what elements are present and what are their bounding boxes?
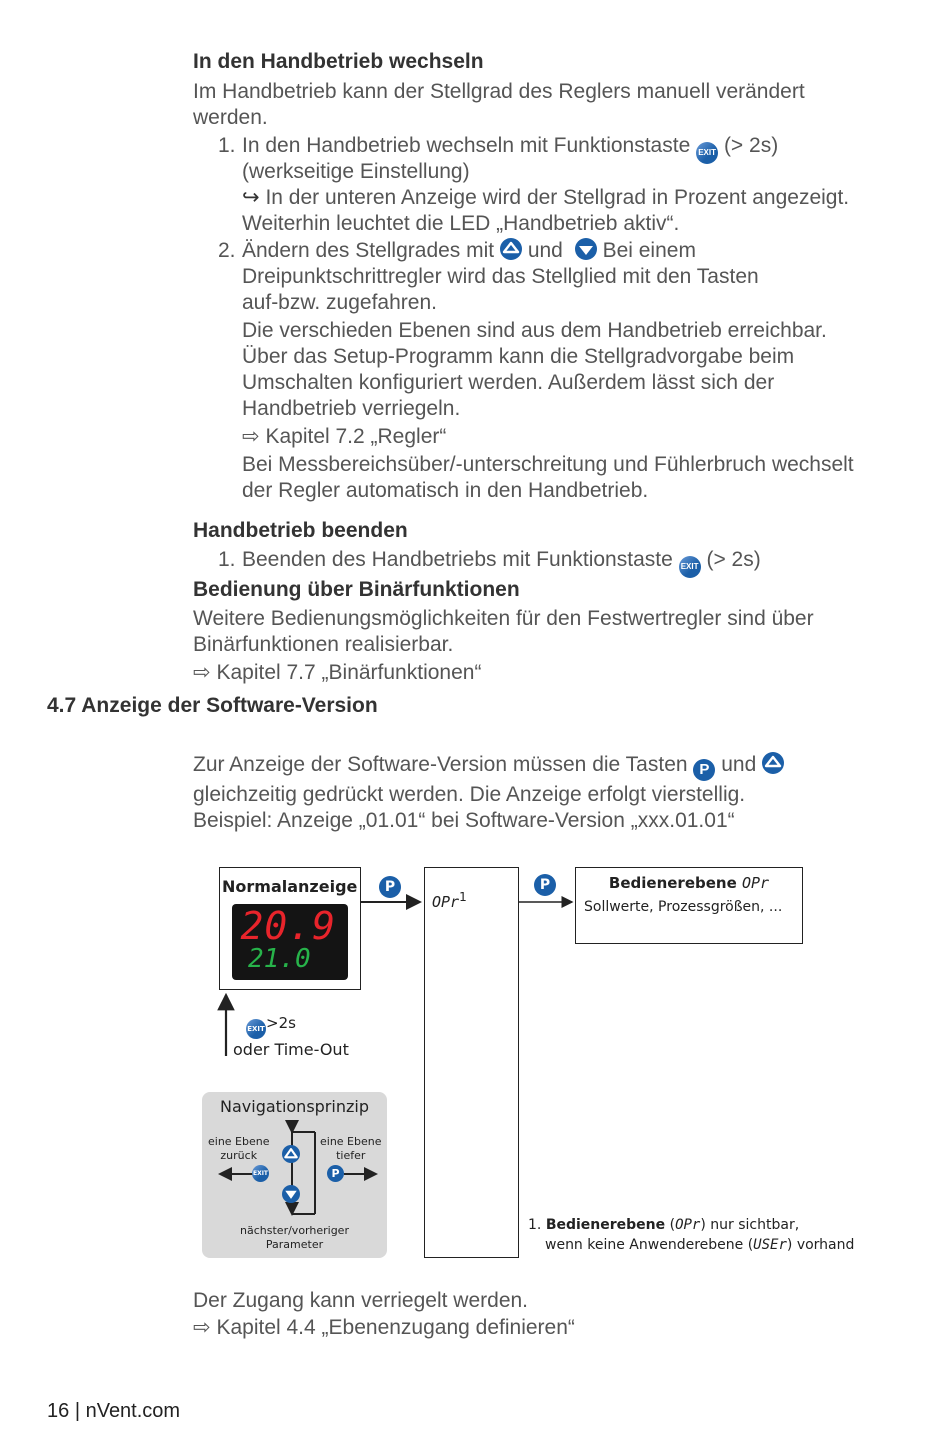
- exit-f-key-icon: EXIT: [252, 1165, 269, 1182]
- step-text: Die verschieden Ebenen sind aus dem Handbetrieb erreichbar.: [242, 319, 827, 342]
- reference-arrow-icon: ⇨: [193, 1316, 211, 1339]
- body-text: Zur Anzeige der Software-Version müssen die Tasten: [193, 753, 688, 776]
- timeout-duration: >2s: [266, 1014, 296, 1032]
- result-arrow-icon: ↪: [242, 186, 260, 209]
- opr-label: [432, 890, 467, 911]
- reference-text: Kapitel 7.7 „Binärfunktionen“: [216, 661, 482, 684]
- footnote-code: OPr: [675, 1217, 701, 1233]
- nav-text: zurück: [220, 1149, 258, 1162]
- body-text: Der Zugang kann verriegelt werden.: [193, 1289, 529, 1312]
- footnote-number: 1.: [528, 1217, 542, 1233]
- down-key-icon: [282, 1185, 300, 1203]
- led-display: [232, 904, 348, 980]
- step-number: 1.: [218, 134, 236, 157]
- body-text: Binärfunktionen realisierbar.: [193, 633, 454, 656]
- nav-text: eine Ebene: [208, 1135, 270, 1148]
- step-text: Beenden des Handbetriebs mit Funktionstaste: [242, 548, 673, 571]
- footnote-text: vorhand: [796, 1237, 855, 1253]
- body-text: und: [721, 753, 757, 776]
- level-code: OPr: [742, 874, 770, 892]
- chapter-reference[interactable]: [193, 1315, 575, 1341]
- level-title: Bedienerebene: [608, 874, 737, 892]
- nav-text: tiefer: [336, 1149, 366, 1162]
- footnote-text: nur sichtbar,: [710, 1217, 800, 1233]
- step-text: (werkseitige Einstellung): [242, 160, 470, 183]
- normal-display-box: [219, 867, 361, 990]
- p-key-icon: P: [534, 874, 556, 896]
- step-text: Bei Messbereichsüber/-unterschreitung und Fühlerbruch wechselt: [242, 453, 854, 476]
- body-text: Beispiel: Anzeige „01.01“ bei Software-Version „xxx.01.01“: [193, 809, 735, 832]
- reference-text: Kapitel 7.2 „Regler“: [265, 425, 447, 448]
- step-text: Über das Setup-Programm kann die Stellgradvorgabe beim: [242, 345, 795, 368]
- operator-level-title: [576, 874, 802, 892]
- footnote-text: wenn keine Anwenderebene: [545, 1237, 744, 1253]
- step-text: auf-bzw. zugefahren.: [242, 291, 437, 314]
- body-text: gleichzeitig gedrückt werden. Die Anzeige erfolgt vierstellig.: [193, 783, 746, 806]
- nav-text: eine Ebene: [320, 1135, 382, 1148]
- step-text: Handbetrieb verriegeln.: [242, 397, 461, 420]
- page-footer: [47, 1400, 180, 1423]
- body-text: Weitere Bedienungsmöglichkeiten für den Festwertregler sind über: [193, 607, 814, 630]
- footnote-bold: Bedienerebene: [545, 1217, 666, 1233]
- intro-line: Im Handbetrieb kann der Stellgrad des Reglers manuell verändert: [193, 80, 805, 103]
- section-title: Anzeige der Software-Version: [81, 694, 378, 717]
- heading-manual-mode: In den Handbetrieb wechseln: [193, 50, 484, 73]
- step-number: 2.: [218, 239, 236, 262]
- step-text: Ändern des Stellgrades mit: [242, 239, 495, 262]
- timeout-text: oder Time-Out: [233, 1040, 349, 1059]
- p-key-icon: P: [693, 759, 715, 781]
- setpoint-display: 21.0: [248, 944, 311, 974]
- diagram-footnote: [528, 1215, 860, 1255]
- footnote-marker: 1: [459, 890, 467, 904]
- opr-column: [424, 867, 519, 1258]
- reference-text: Kapitel 4.4 „Ebenenzugang definieren“: [216, 1316, 575, 1339]
- normal-display-title: Normalanzeige: [222, 877, 358, 896]
- timeout-key-row: [246, 1014, 296, 1039]
- nav-text: nächster/vorheriger: [240, 1224, 349, 1237]
- footer-site-link[interactable]: nVent.com: [85, 1400, 181, 1422]
- step-text: Dreipunktschrittregler wird das Stellglied mit den Tasten: [242, 265, 759, 288]
- page-number: 16: [47, 1400, 70, 1422]
- nav-text: Parameter: [265, 1238, 324, 1251]
- p-key-icon: P: [379, 876, 401, 898]
- step-text: Umschalten konfiguriert werden. Außerdem lässt sich der: [242, 371, 775, 394]
- footnote-line: wenn keine Anwenderebene (USEr) vorhand: [545, 1237, 855, 1253]
- nav-bottom-label: [202, 1224, 387, 1252]
- intro-line: werden.: [193, 106, 268, 129]
- step-text: Bei einem: [602, 239, 696, 262]
- section-number: 4.7: [47, 694, 77, 717]
- step-text: der Regler automatisch in den Handbetrieb.: [242, 479, 649, 502]
- step-number: 1.: [218, 548, 236, 571]
- process-value-display: 20.9: [240, 904, 336, 948]
- p-key-icon: P: [327, 1165, 344, 1182]
- step-text: Weiterhin leuchtet die LED „Handbetrieb aktiv“.: [242, 212, 680, 235]
- footer-separator: |: [74, 1400, 81, 1422]
- step-text: In den Handbetrieb wechseln mit Funktionstaste: [242, 134, 691, 157]
- step-text: (> 2s): [723, 134, 779, 157]
- step-text: In der unteren Anzeige wird der Stellgrad in Prozent angezeigt.: [265, 186, 850, 209]
- up-key-icon: [282, 1145, 300, 1163]
- navigation-principle-panel: [202, 1092, 387, 1258]
- reference-arrow-icon: ⇨: [193, 661, 211, 684]
- exit-f-key-icon: EXIT: [696, 142, 718, 164]
- exit-f-key-icon: EXIT: [679, 556, 701, 578]
- step-text: und: [527, 239, 563, 262]
- opr-code: OPr: [432, 893, 460, 911]
- footnote-code: USEr: [753, 1237, 787, 1253]
- reference-arrow-icon: ⇨: [242, 425, 260, 448]
- exit-f-key-icon: EXIT: [246, 1019, 266, 1039]
- heading-binary-functions: Bedienung über Binärfunktionen: [193, 578, 520, 601]
- operator-level-subtitle: Sollwerte, Prozessgrößen, ...: [584, 899, 783, 915]
- nav-title: Navigationsprinzip: [220, 1097, 369, 1116]
- step-text: (> 2s): [706, 548, 761, 571]
- footnote-line: 1. Bedienerebene (OPr) nur sichtbar,: [528, 1217, 800, 1233]
- heading-end-manual-mode: Handbetrieb beenden: [193, 519, 408, 542]
- operator-level-box: [575, 867, 803, 944]
